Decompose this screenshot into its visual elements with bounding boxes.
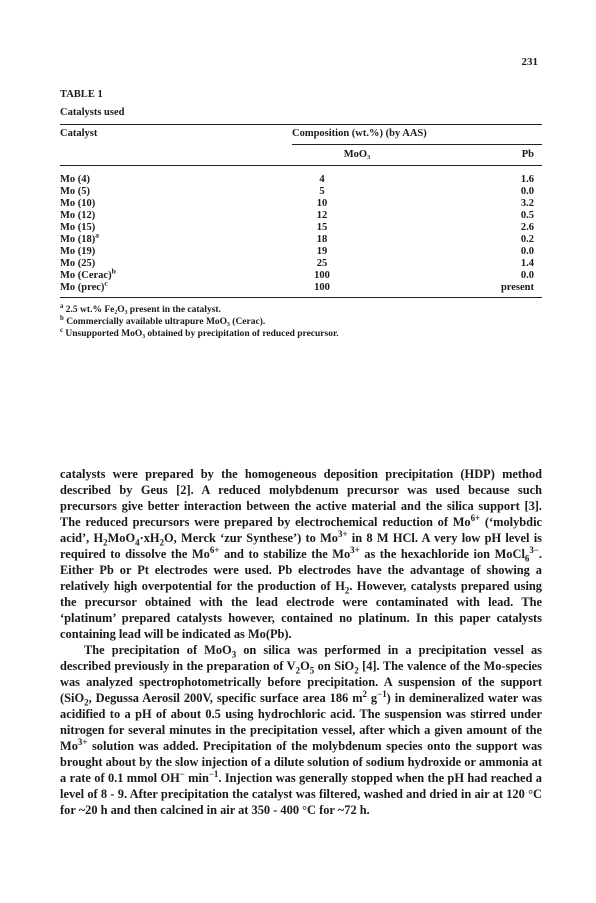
cell-catalyst: Mo (Cerac)$^b$ xyxy=(60,266,116,281)
cell-pb: 1.6 xyxy=(520,174,534,185)
table-block xyxy=(60,88,542,340)
cell-catalyst: Mo (15) xyxy=(60,222,96,233)
header-composition: Composition (wt.%) (by AAS) xyxy=(292,125,542,145)
cell-pb: 0.5 xyxy=(520,210,534,221)
cell-moo3: 5 xyxy=(319,186,325,197)
footnote-a: $^a$ 2.5 wt.% Fe₂O₃ present in the catalyst. xyxy=(60,302,221,315)
table-label: TABLE 1 xyxy=(60,89,103,100)
cell-catalyst: Mo (4) xyxy=(60,174,91,185)
cell-catalyst: Mo $(18)^a$ xyxy=(60,230,100,245)
table-row xyxy=(60,198,542,210)
page-number: 231 xyxy=(521,56,538,68)
cell-moo3: 19 xyxy=(316,246,328,257)
cell-pb: present xyxy=(422,282,542,298)
table-row xyxy=(60,282,542,298)
cell-pb: 1.4 xyxy=(520,258,534,269)
table-row xyxy=(60,234,542,246)
cell-moo3: 12 xyxy=(316,210,328,221)
cell-catalyst: Mo (19) xyxy=(60,246,96,257)
footnote-c: $^c$ Unsupported MoO₃ obtained by precipitation of reduced precursor. xyxy=(60,326,339,339)
table-row xyxy=(60,270,542,282)
cell-moo3: 25 xyxy=(316,258,328,269)
cell-pb: 0.2 xyxy=(520,234,534,245)
cell-catalyst: Mo (10) xyxy=(60,198,96,209)
cell-catalyst: Mo (5) xyxy=(60,186,91,197)
paragraph-1: catalysts were prepared by the homogeneous deposition precipitation (HDP) method described by Geus [2]. A reduced molybdenum precursor was used because such precursors give better interaction between the active material and the silica support [3]. The reduced precursors were prepared by electrochemical reduction of $Mo^{6+}$ (‘molybdic acid’, $H_2MoO_4\cdot xH_2O$, Merck ‘zur Synthese’) to $Mo^{3+}$ in 8 M HCl. A very low pH level is required to dissolve the $Mo^{6+}$ and to stabilize the $Mo^{3+}$ as the hexachloride ion MoCl$_6^{3-}$. Either Pb or Pt electrodes were used. Pb electrodes have the advantage of showing a relatively high overpotential for the production of $H_2$. However, catalysts prepared using the precursor obtained with the lead electrode were contaminated with lead. The ‘platinum’ prepared catalysts however, contained no platinum. In this paper catalysts containing lead will be indicated as Mo(Pb). xyxy=(60,467,543,641)
cell-moo3: 18 xyxy=(316,234,328,245)
cell-pb: 3.2 xyxy=(520,198,534,209)
paragraph-2: The precipitation of MoO$_3$ on silica was performed in a precipitation vessel as described previously in the preparation of $V_2O_5$ on SiO$_2$ [4]. The valence of the Mo-species was analyzed spectrophotometrically before precipitation. A suspension of the support (SiO$_2$, Degussa Aerosil 200V, specific surface area 186 $m^2$ $g^{-1}$) in demineralized water was acidified to a pH of about 0.5 using hydrochloric acid. The suspension was stirred under nitrogen for several minutes in the precipitation vessel, after which a given amount of the $Mo^{3+}$ solution was added. Precipitation of the molybdenum species onto the support was brought about by the slow injection of a dilute solution of sodium hydroxide or ammonia at a rate of 0.1 mmol OH− $\min^{-1}$. Injection was generally stopped when the pH had reached a level of 8 - 9. After precipitation the catalyst was filtered, washed and dried in air at 120 °C for ~20 h and then calcined in air at 350 - 400 °C for ~72 h. xyxy=(60,643,543,817)
footnote-b: $^b$ Commercially available ultrapure MoO₃ (Cerac). xyxy=(60,314,266,327)
cell-moo3: 100 xyxy=(292,282,422,298)
table-row xyxy=(60,210,542,222)
cell-moo3: 4 xyxy=(319,174,325,185)
table-title: Catalysts used xyxy=(60,107,125,118)
cell-pb: 0.0 xyxy=(520,246,534,257)
table-row xyxy=(60,222,542,234)
table-row xyxy=(60,246,542,258)
cell-catalyst: Mo (prec)$^c$ xyxy=(60,282,292,298)
table-header-row xyxy=(60,125,542,145)
table-footnotes xyxy=(60,304,542,340)
cell-moo3: 100 xyxy=(314,270,330,281)
header-catalyst: Catalyst xyxy=(60,125,292,145)
header-pb: Pb xyxy=(422,145,542,166)
table-subheader-row xyxy=(60,145,542,166)
cell-moo3: 15 xyxy=(316,222,328,233)
cell-pb: 0.0 xyxy=(520,186,534,197)
cell-catalyst: Mo (25) xyxy=(60,258,96,269)
cell-moo3: 10 xyxy=(316,198,328,209)
cell-catalyst: Mo (12) xyxy=(60,210,96,221)
header-empty xyxy=(60,145,292,166)
table-row xyxy=(60,166,542,187)
body-text xyxy=(60,466,542,818)
header-moo3: MoO₃ xyxy=(292,145,422,166)
cell-pb: 0.0 xyxy=(520,270,534,281)
cell-pb: 2.6 xyxy=(520,222,534,233)
table-row xyxy=(60,186,542,198)
catalysts-table xyxy=(60,124,542,298)
table-row xyxy=(60,258,542,270)
